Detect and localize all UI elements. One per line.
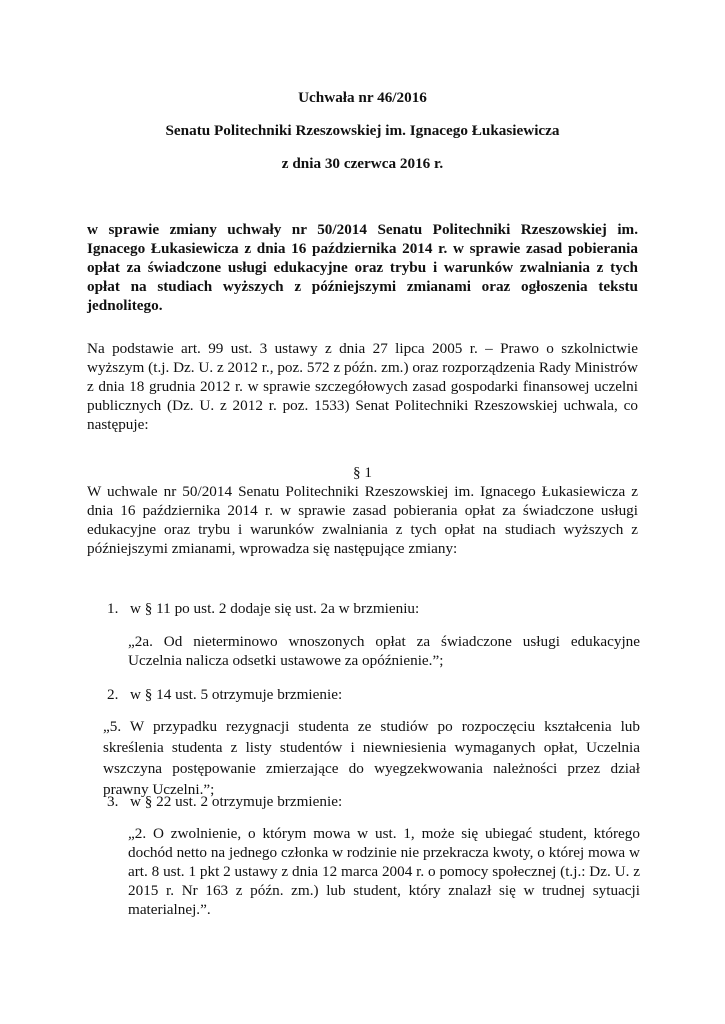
resolution-date: z dnia 30 czerwca 2016 r.	[281, 155, 444, 172]
change-item-3	[107, 792, 627, 811]
change-text-1: „2a. Od nieterminowo wnoszonych opłat za świadczone usługi edukacyjne Uczelnia nalicza odsetki ustawowe za opóźnienie.”;	[128, 633, 640, 669]
section-intro: W uchwale nr 50/2014 Senatu Politechniki Rzeszowskiej im. Ignacego Łukasiewicza z dnia 16 października 2014 r. w sprawie zasad pobierania opłat za świadczone usługi edukacyjne oraz trybu i warunków zwalniania z tych opłat na studiach wyższych z późniejszymi zmianami, wprowadza się następujące zmiany:	[87, 483, 638, 557]
document-page	[87, 0, 638, 1024]
resolution-subject: w sprawie zmiany uchwały nr 50/2014 Senatu Politechniki Rzeszowskiej im. Ignacego Łukasiewicza z dnia 16 października 2014 r. w sprawie zasad pobierania opłat za świadczone usługi edukacyjne oraz trybu i warunków zwalniania z tych opłat na studiach wyższych z późniejszymi zmianami oraz ogłoszenia tekstu jednolitego.	[87, 221, 638, 314]
change-text-3: „2. O zwolnienie, o którym mowa w ust. 1, może się ubiegać student, którego dochód netto na jednego członka w rodzinie nie przekracza kwoty, o której mowa w art. 8 ust. 1 pkt 2 ustawy z dnia 12 marca 2004 r. o pomocy społecznej (t.j.: Dz. U. z 2015 r. Nr 163 z późn. zm.) lub student, który znalazł się w trudnej sytuacji materialnej.”.	[128, 825, 640, 918]
legal-basis-paragraph: Na podstawie art. 99 ust. 3 ustawy z dnia 27 lipca 2005 r. – Prawo o szkolnictwie wyższym (t.j. Dz. U. z 2012 r., poz. 572 z późn. zm.) oraz rozporządzenia Rady Ministrów z dnia 18 grudnia 2012 r. w sprawie szczegółowych zasad gospodarki finansowej uczelni publicznych (Dz. U. z 2012 r. poz. 1533) Senat Politechniki Rzeszowskiej uchwala, co następuje:	[87, 340, 638, 433]
section-sign: § 1	[353, 464, 372, 481]
resolution-issuer: Senatu Politechniki Rzeszowskiej im. Ignacego Łukasiewicza	[165, 122, 560, 139]
change-number: 3.	[107, 793, 119, 810]
change-item-2	[107, 685, 627, 704]
resolution-title: Uchwała nr 46/2016	[298, 89, 427, 106]
change-number: 1.	[107, 600, 119, 617]
change-item-1	[107, 599, 627, 618]
change-number: 2.	[107, 686, 119, 703]
change-instruction: w § 11 po ust. 2 dodaje się ust. 2a w brzmieniu:	[130, 600, 420, 617]
change-instruction: w § 14 ust. 5 otrzymuje brzmienie:	[130, 686, 343, 703]
change-instruction: w § 22 ust. 2 otrzymuje brzmienie:	[130, 793, 343, 810]
change-text-2: „5. W przypadku rezygnacji studenta ze studiów po rozpoczęciu kształcenia lub skreślenia studenta z listy studentów i niewniesienia wymaganych opłat, Uczelnia wszczyna postępowanie zmierzające do wyegzekwowania należności przez dział prawny Uczelni.”;	[103, 718, 640, 798]
